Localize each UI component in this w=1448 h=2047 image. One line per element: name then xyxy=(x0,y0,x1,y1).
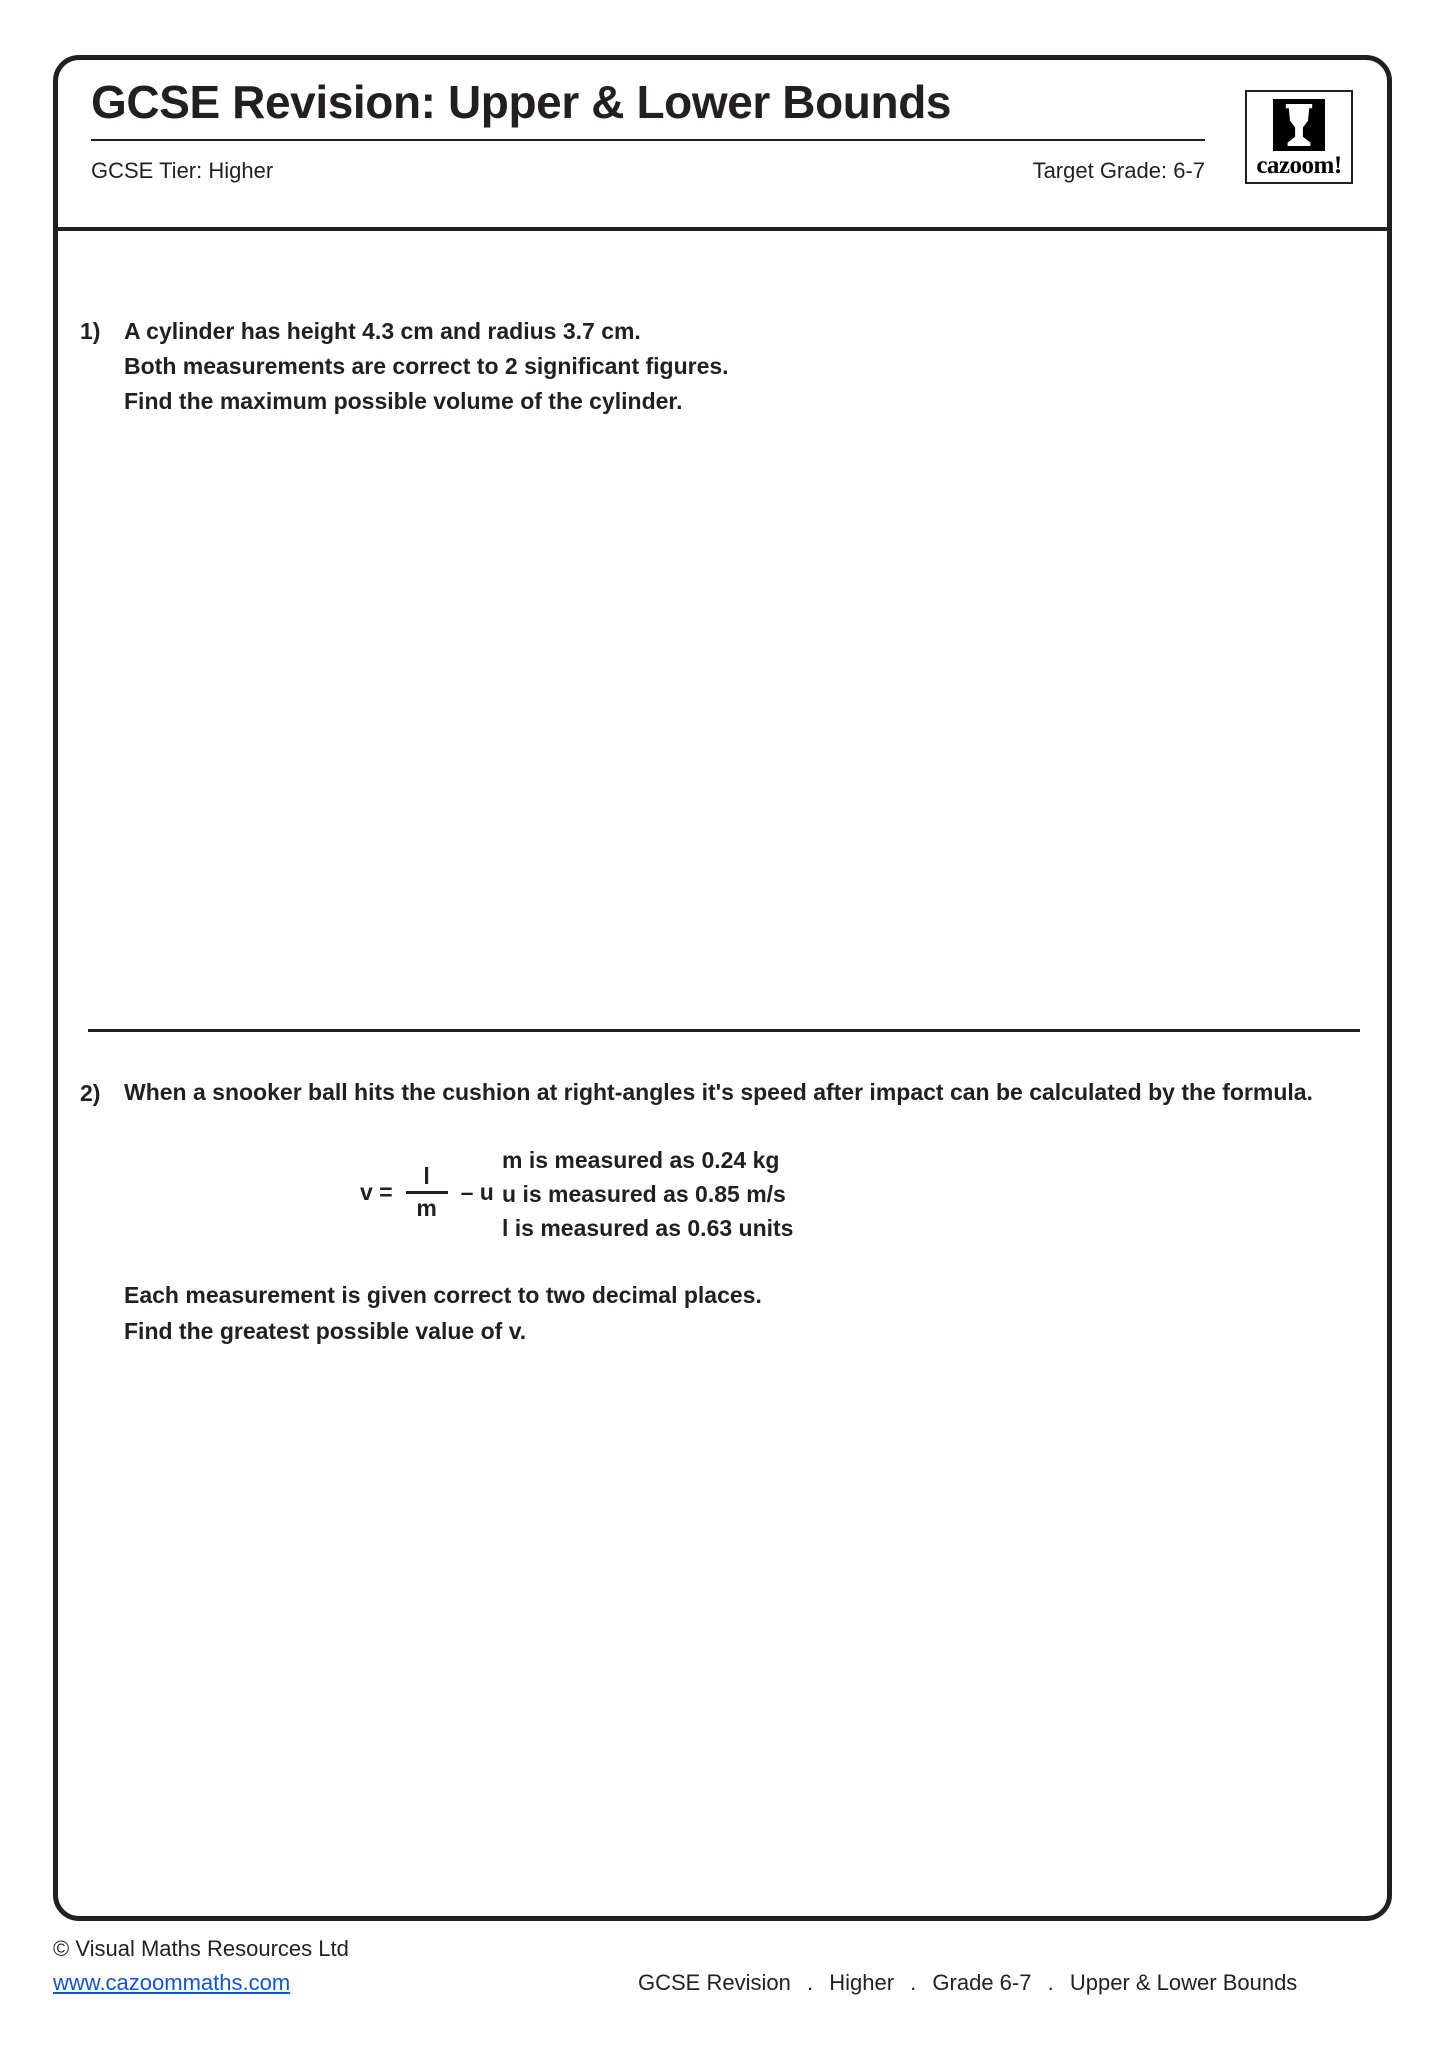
worksheet-frame xyxy=(53,55,1392,1921)
question-2-intro: When a snooker ball hits the cushion at right-angles it's speed after impact can be calculated by the formula. xyxy=(124,1079,1313,1105)
measurement-m: m is measured as 0.24 kg xyxy=(502,1147,780,1173)
question-1 xyxy=(80,314,1365,419)
breadcrumb-item-3: Upper & Lower Bounds xyxy=(1069,1970,1298,1995)
breadcrumb-separator-2: . xyxy=(1047,1970,1054,1995)
question-1-line-3: Find the maximum possible volume of the cylinder. xyxy=(124,388,683,414)
measurement-list xyxy=(502,1143,793,1245)
breadcrumb xyxy=(638,1970,1297,1996)
question-2-tail-line-2: Find the greatest possible value of v. xyxy=(124,1318,527,1344)
breadcrumb-item-2: Grade 6-7 xyxy=(932,1970,1032,1995)
footer-copyright: © Visual Maths Resources Ltd xyxy=(53,1936,349,1961)
formula-fraction xyxy=(406,1165,448,1220)
question-2-tail-line-1: Each measurement is given correct to two decimal places. xyxy=(124,1282,762,1308)
logo-wordmark: cazoom! xyxy=(1256,152,1342,179)
question-2-tail xyxy=(124,1277,1365,1349)
formula-block xyxy=(124,1143,1365,1253)
hourglass-goblet-icon xyxy=(1273,99,1325,151)
question-2-number: 2) xyxy=(80,1080,101,1106)
question-1-line-1: A cylinder has height 4.3 cm and radius 3.7 cm. xyxy=(124,318,641,344)
formula-lhs: v = xyxy=(360,1179,393,1205)
goblet-shape xyxy=(1284,104,1314,146)
question-1-line-2: Both measurements are correct to 2 significant figures. xyxy=(124,353,729,379)
footer-website-link[interactable]: www.cazoommaths.com xyxy=(53,1970,291,1995)
worksheet-header xyxy=(58,60,1387,227)
target-grade-label: Target Grade: 6-7 xyxy=(1032,158,1205,183)
formula-numerator: l xyxy=(423,1163,430,1189)
breadcrumb-separator-1: . xyxy=(910,1970,917,1995)
question-1-body xyxy=(124,314,1365,419)
breadcrumb-item-0: GCSE Revision xyxy=(638,1970,791,1995)
cazoom-logo xyxy=(1245,90,1353,184)
breadcrumb-separator-0: . xyxy=(806,1970,814,1995)
question-divider xyxy=(88,1029,1360,1032)
title-underline-rule xyxy=(91,139,1205,141)
questions-area xyxy=(58,231,1387,1916)
formula-expression xyxy=(360,1165,494,1220)
measurement-u: u is measured as 0.85 m/s xyxy=(502,1181,786,1207)
question-2-body xyxy=(124,1076,1365,1349)
formula-rhs: – u xyxy=(460,1179,494,1205)
breadcrumb-item-1: Higher xyxy=(829,1970,895,1995)
formula-denominator: m xyxy=(416,1195,437,1221)
gcse-tier-label: GCSE Tier: Higher xyxy=(91,158,274,183)
measurement-l: l is measured as 0.63 units xyxy=(502,1215,794,1241)
page-title: GCSE Revision: Upper & Lower Bounds xyxy=(91,76,952,128)
question-2 xyxy=(80,1076,1365,1349)
question-1-number: 1) xyxy=(80,318,101,344)
